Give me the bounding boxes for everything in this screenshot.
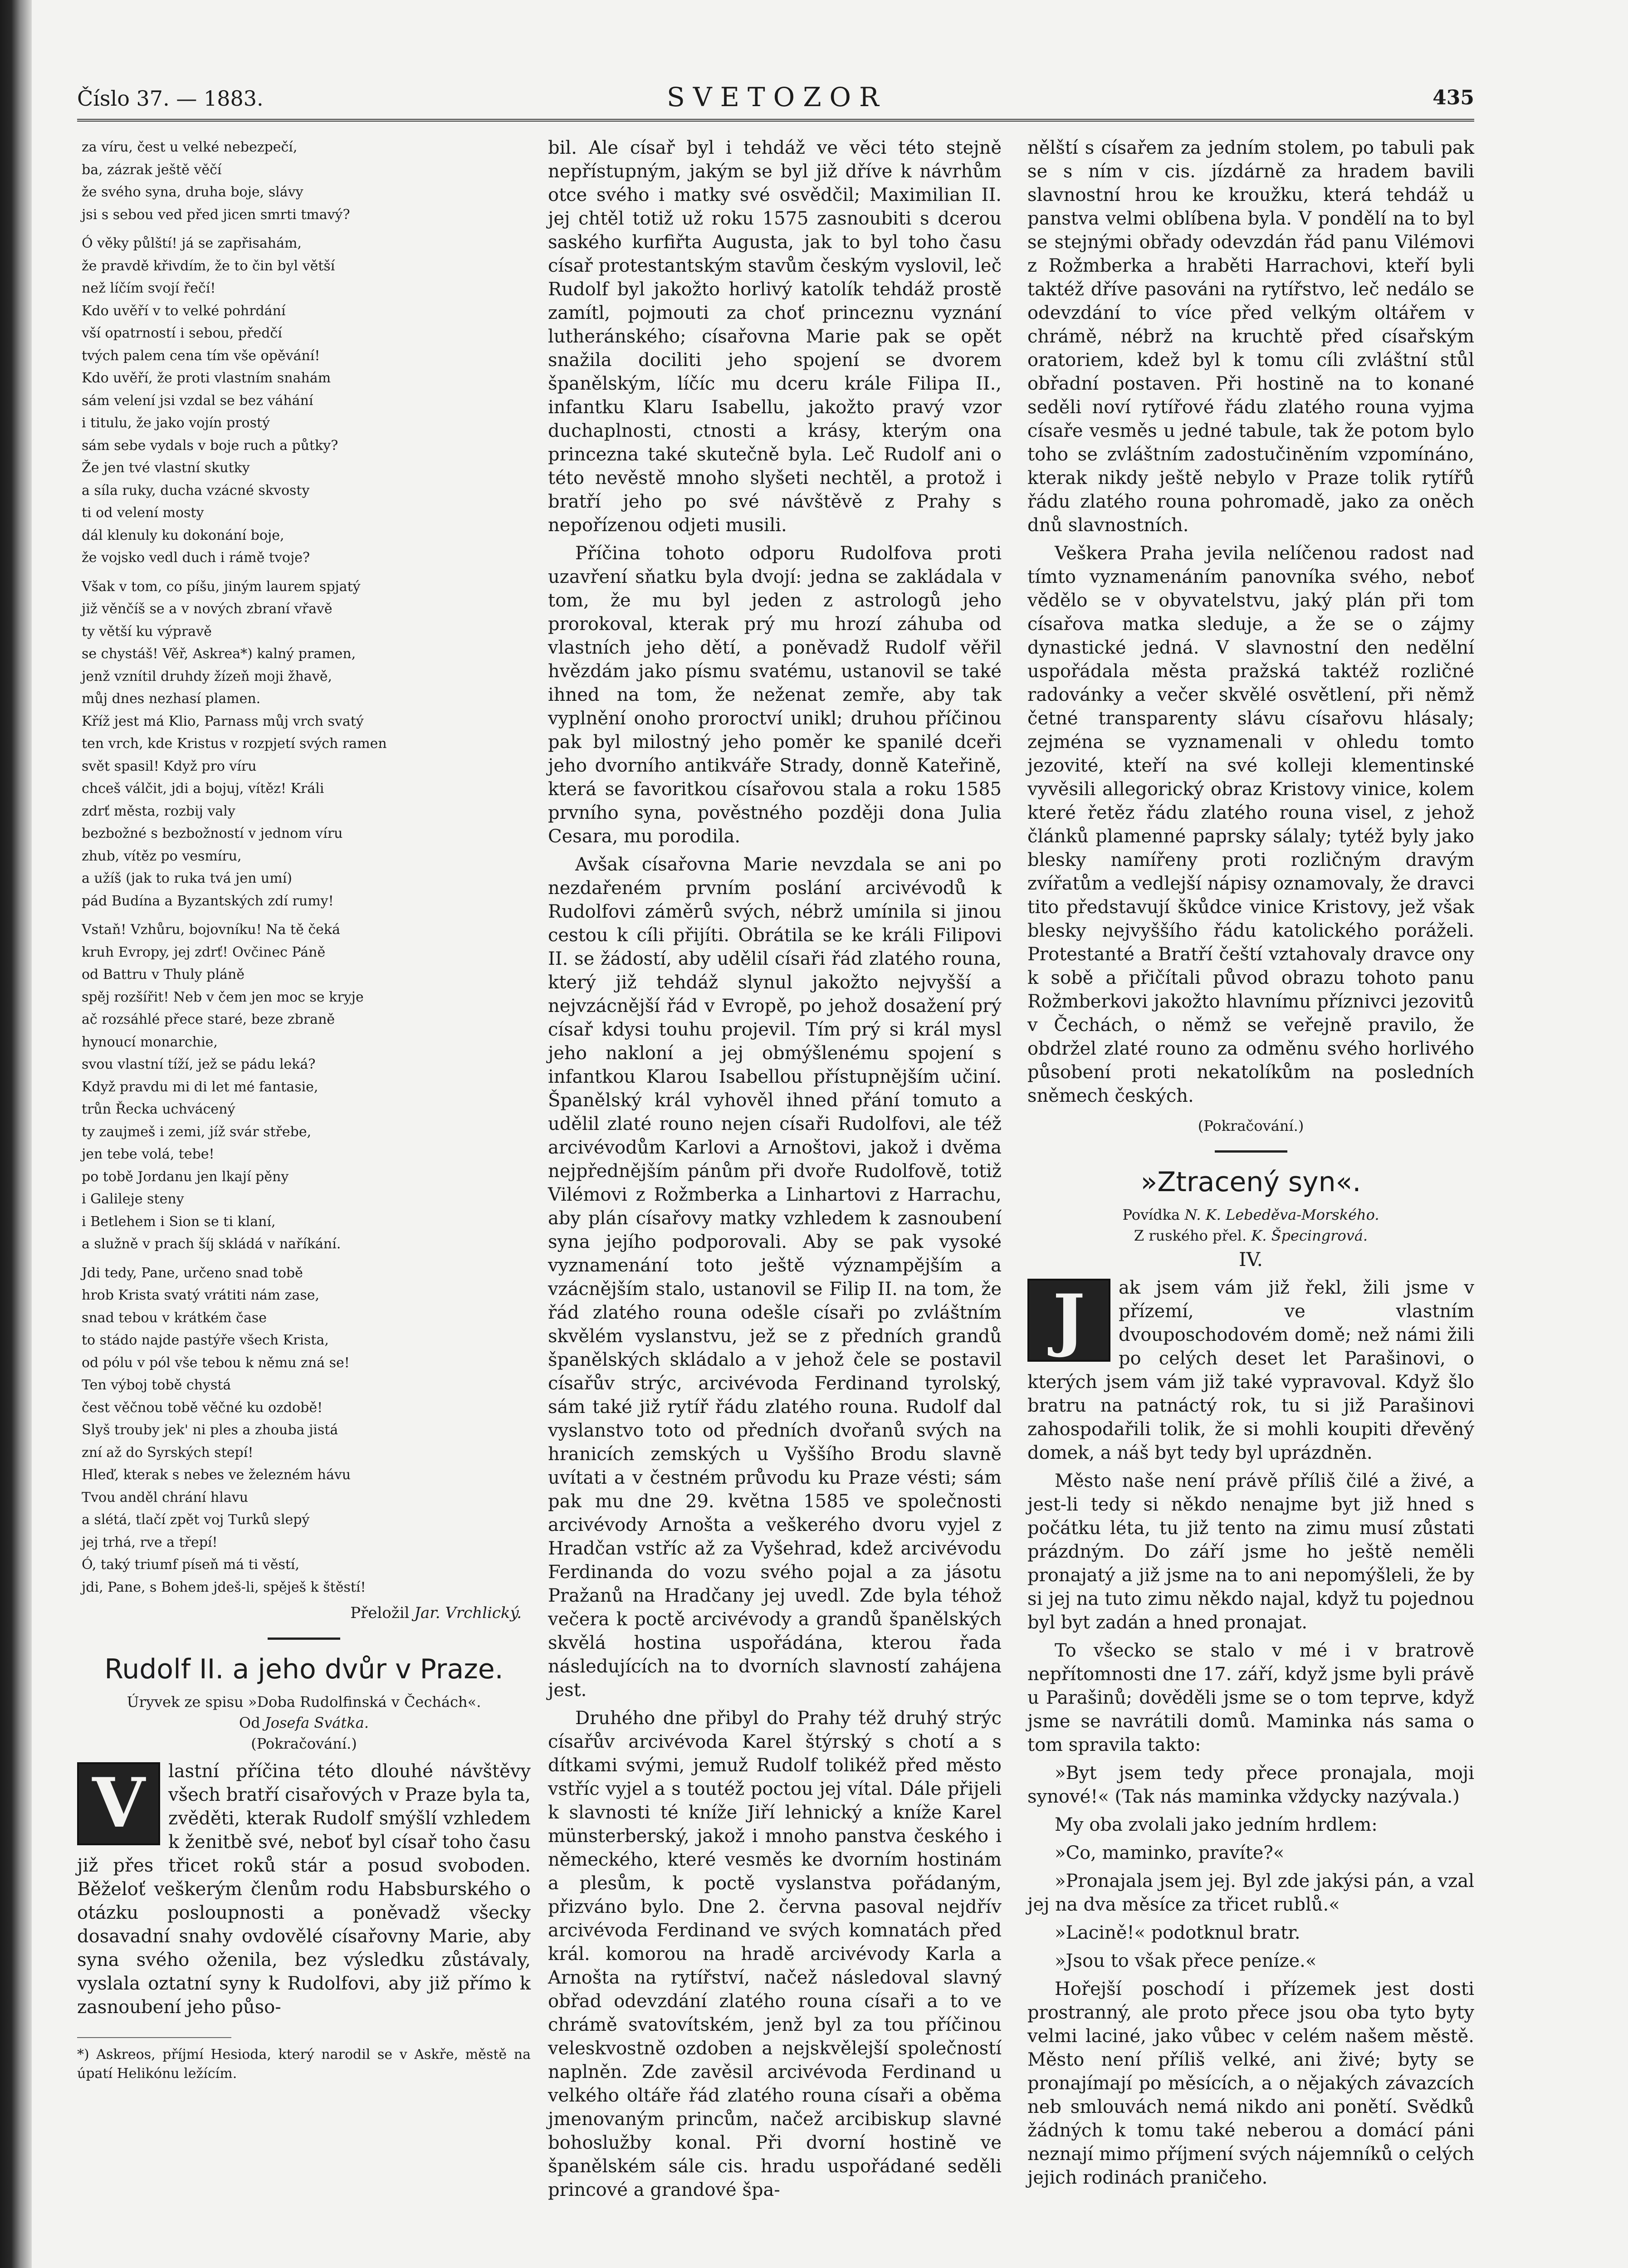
poem-line: spěj rozšířit! Neb v čem jen moc se kryje <box>82 989 364 1005</box>
separator-rule <box>268 1637 340 1640</box>
article-body-start <box>77 1760 531 2019</box>
poem-line: Kdo uvěří v to velké pohrdání <box>82 303 286 319</box>
journal-title: SVETOZOR <box>667 82 887 112</box>
poem-line: tvých palem cena tím vše opěvání! <box>82 347 320 364</box>
poem-line: Ó, taký triumf píseň má ti věstí, <box>82 1557 300 1573</box>
poem-line: od Battru v Thuly pláně <box>82 967 245 982</box>
poem-line: jej trhá, rve a třepí! <box>82 1534 218 1550</box>
column-3 <box>1027 136 1474 2194</box>
poem-line: hynoucí monarchie, <box>82 1034 218 1050</box>
story-paragraph: Město naše není právě příliš čilé a živé, a jest-li tedy si někdo nenajme byt již hned s počátku léta, tu již tento na zimu musí zůstati prázdným. Do září jsme ho ještě neměli pronajatý a již jsme na to ani nepomýšleli, že by si jej na tuto zimu někdo najal, když tu pojednou byl byt zadán a hned pronajat. <box>1027 1471 1474 1633</box>
poem-line: snad tebou v krátkém čase <box>82 1310 267 1326</box>
column-2 <box>548 136 1002 2206</box>
poem-line: Hleď, kterak s nebes ve železném hávu <box>82 1467 351 1483</box>
footnote-rule <box>77 2037 231 2045</box>
article-paragraph: Druhého dne přibyl do Prahy též druhý strýc císařův arcivévoda Karel štýrský s chotí a s dítkami svými, jemuž Rudolf tolikéž před město vstříc vyjel a s toutéž poctou jej vítal. Dále přijeli k slavnosti té kníže Jiří lehnický a kníže Karel münsterberský, jakož i mnoho panstva českého i německého, které vesměs ke dvorním hostinám a plesům, k poctě vyslanstva pořádaným, přizváno bylo. Dne 2. června pasoval nejdřív arcivévoda Ferdinand ve svých komnatách před král. komorou na hradě arcivévody Karla a Arnošta na rytířství, načež následoval slavný obřad odevzdání zlatého rouna císaři a to ve chrámě svatovítském, jenž byl za tou příčinou veleskvostně ozdoben a nejskvělejší společností naplněn. Zde zavěsil arcivévoda Ferdinand u velkého oltáře řád zlatého rouna císaři a oběma jmenovaným princům, načež arcibiskup slavné bohoslužby konal. Při dvorní hostině ve španělském sále cis. hradu uspořádané seděli princové a grandové špa- <box>548 1708 1002 2200</box>
poem-line: svou vlastní tíží, jež se pádu leká? <box>82 1056 316 1072</box>
story-translator-name: K. Špecingrová. <box>1251 1227 1368 1244</box>
story-paragraph: »Pronajala jsem jej. Byl zde jakýsi pán, a vzal jej na dva měsíce za třicet rublů.« <box>1027 1871 1474 1915</box>
article-paragraph: lastní příčina této dlouhé návštěvy všech bratří cisařových v Praze byla ta, zvěděti, kterak Rudolf smýšlí vzhledem k ženitbě své, neboť byl císař toho času již přes třicet roků stár a posud svoboden. Běželoť veškerým členům rodu Habsburského o otázku posloupnosti a poněvadž všecky dosavadní snahy ovdovělé císařovny Marie, aby syna svého oženila, bez výsledku zůstávaly, vyslala oztatní syny k Rudolfovi, aby již přímo k zasnoubení jeho půso- <box>77 1761 531 2018</box>
poem-line: ty zaujmeš i zemi, jíž svár střebe, <box>82 1124 312 1140</box>
poem-line: sám velení jsi vzdal se bez váhání <box>82 392 313 409</box>
article-byline <box>77 1712 531 1733</box>
story-paragraph: »Co, maminko, pravíte?« <box>1055 1843 1285 1863</box>
poem-line: Vstaň! Vzhůru, bojovníku! Na tě čeká <box>82 922 340 938</box>
poem-line: od pólu v pól vše tebou k němu zná se! <box>82 1354 350 1371</box>
story-paragraph: »Jsou to však přece peníze.« <box>1055 1950 1317 1971</box>
drop-cap-j: J <box>1027 1279 1110 1362</box>
story-paragraph: ak jsem vám již řekl, žili jsme v přízemí, ve vlastním dvouposchodovém domě; než námi žili po celých deset let Parašinovi, o kterých jsem vám již také vypravoval. Když šlo bratru na patnáctý rok, tu si již Parašinovi zahospodařili tolik, že si mohli koupiti dřevěný domek, a náš byt tedy byl uprázdněn. <box>1027 1277 1474 1463</box>
page-number: 435 <box>1432 86 1474 109</box>
poem-line: než líčím svojí řečí! <box>82 280 216 296</box>
story-body <box>1027 1276 1474 2190</box>
poem-line: vší opatrností i sebou, předčí <box>82 325 282 341</box>
poem-line: i Galileje steny <box>82 1191 184 1207</box>
poem-line: zdrť města, rozbij valy <box>82 803 235 819</box>
poem-line: za víru, čest u velké nebezpečí, <box>82 139 298 155</box>
poem-line: a síla ruky, ducha vzácné skvosty <box>82 482 310 499</box>
issue-number: Číslo 37. — 1883. <box>77 86 264 111</box>
poem-line: Slyš trouby jek' ni ples a zhouba jistá <box>82 1422 338 1438</box>
article-continuation <box>1027 136 1474 1108</box>
drop-cap-v: V <box>77 1762 160 1845</box>
author-prefix: Od <box>239 1714 260 1731</box>
poem-line: Kříž jest má Klio, Parnass můj vrch svatý <box>82 713 364 729</box>
poem-line: svět spasil! Když pro víru <box>82 758 257 774</box>
story-title: »Ztracený syn«. <box>1140 1166 1361 1198</box>
article-paragraph: Veškera Praha jevila nelíčenou radost nad tímto vyznamenáním panovníka svého, neboť vědělo se v obyvatelstvu, jaký plán při tom císařova matka sleduje, a že se o zájmy dynastické jedná. V slavnostní den nedělní uspořádala města pražská taktéž rozličné radovánky a večer skvělé osvětlení, při němž četné transparenty slávu císařovu hlásaly; zejména se vyznamenali v ohledu tomto jezovité, kteří na své kolleji klementinské vyvěsili allegorický obraz Kristovy vinice, kolem které řetěz řádu zlatého rouna visel, z jehož článků plamenné paprsky sálaly; tytéž byly jako blesky namířeny proti rozličným dravým zvířatům a vedlejší nápisy oznamovaly, že dravci tito představují škůdce vinice Kristovy, jež však blesky nejvyššího řádu katolického poráželi. Protestanté a Bratří čeští vztahovaly dravce ony k sobě a přičítali původ obrazu tohoto panu Rožmberkovi jakožto hlavnímu příznivci jezovitů v Čechách, o němž se veřejně pravilo, že obdržel zlaté rouno za odměnu svého horlivého působení proti nekatolíkům na posledních sněmech českých. <box>1027 543 1474 1106</box>
poem-line: Když pravdu mi di let mé fantasie, <box>82 1079 318 1095</box>
poem-line: Kdo uvěří, že proti vlastním snahám <box>82 370 331 386</box>
poem-line: jenž vznítil druhdy žízeň moji žhavě, <box>82 668 332 684</box>
poem-line: Tvou anděl chrání hlavu <box>82 1489 249 1505</box>
translator-prefix: Přeložil <box>350 1604 410 1622</box>
article-paragraph: nělští s císařem za jedním stolem, po tabuli pak se s ním v cis. jízdárně za hradem bavili slavnostní hrou ke kroužku, která tehdáž u panstva velmi oblíbena byla. V pondělí na to byl se stejnými obřady odevzdán řád panu Vilémovi z Rožmberka a hraběti Harrachovi, kteří byli taktéž dříve pasováni na rytířstvo, leč nedálo se odevzdání to více před velkým oltářem v chrámě, nébrž na kruchtě před císařským oratoriem, kdež byl k tomu cíli zvláštní stůl obřadní postaven. Při hostině na to konané seděli noví rytířové řádu zlatého rouna vyjma císaře vesměs u jedné tabule, tak že potom bylo toho se zvláštním zadostučiněním vzpomínáno, kterak nikdy ještě nebylo v Praze tolik rytířů řádu zlatého rouna pohromadě, jako za oněch dnů slavnostních. <box>1027 137 1474 536</box>
poem-line: že svého syna, druha boje, slávy <box>82 184 303 200</box>
translation-prefix: Z ruského přel. <box>1134 1227 1247 1244</box>
column-1 <box>77 136 531 2083</box>
story-paragraph: »Lacině!« podotknul bratr. <box>1055 1922 1300 1943</box>
poem-line: ten vrch, kde Kristus v rozpjetí svých ramen <box>82 736 387 752</box>
story-byline <box>1027 1204 1474 1225</box>
poem-signature <box>77 1601 522 1625</box>
poem-line: a služně v prach šíj skládá v naříkání. <box>82 1236 341 1252</box>
story-paragraph: Hořejší poschodí i přízemek jest dosti prostranný, ale proto přece jsou oba tyto byty velmi laciné, jako vůbec v celém našem městě. Město není příliš velké, ani živé; byty se pronajímají po měsících, a o nějakých závazcích neb smlouvách nemá nikdo ani ponětí. Svědků žádných k tomu také neberou a domácí páni neznají mimo příjmení svých nájemníků o celých jejich rodinách praničeho. <box>1027 1979 1474 2188</box>
story-translator <box>1027 1225 1474 1246</box>
poem-line: i titulu, že jako vojín prostý <box>82 415 270 431</box>
poem-line: zhub, vítěz po vesmíru, <box>82 848 242 864</box>
poem-line: Ten výboj tobě chystá <box>82 1377 231 1393</box>
poem-line: sám sebe vydals v boje ruch a půtky? <box>82 437 338 454</box>
footnote: *) Askreos, příjmí Hesioda, který narodil se v Askře, městě na úpatí Helikónu ležícím. <box>77 2047 531 2082</box>
story-prefix: Povídka <box>1122 1206 1180 1223</box>
author-name: Josefa Svátka. <box>264 1714 369 1731</box>
poem-line: ty větší ku výpravě <box>82 623 212 640</box>
header-rule <box>77 119 1474 122</box>
poem <box>77 136 526 1598</box>
continued-note: (Pokračování.) <box>251 1735 357 1752</box>
poem-line: pád Budína a Byzantských zdí rumy! <box>82 893 334 909</box>
article-paragraph: bil. Ale císař byl i tehdáž ve věci této stejně nepřístupným, jakým se byl již dříve k návrhům otce svého i matky své osvědčil; Maximilian II. jej chtěl totiž už roku 1575 zasnoubiti s dcerou saského kurfiřta Augusta, jak to byl toho času císař protestantským stavům českým vyslovil, leč Rudolf byl jakožto horlivý katolík tehdáž prostě zamítl, pojmouti za choť princeznu vyznání lutheránského; císařovna Marie pak se opět snažila dociliti jeho spojení se dvorem španělským, líčíc mu dceru krále Filipa II., infantku Klaru Isabellu, jakožto pravý vzor duchaplnosti, ctnosti a krásy, kterým ona princezna také skutečně byla. Leč Rudolf ani o této nevěstě mnoho slyšeti nechtěl, a protož i bratří jeho po své návštěvě z Prahy s nepořízenou odjeti musili. <box>548 137 1002 536</box>
article-paragraph: Avšak císařovna Marie nevzdala se ani po nezdařeném prvním poslání arcivévodů k Rudolfovi záměrů svých, nébrž umínila si jinou cestou k cíli přijíti. Obrátila se ke králi Filipovi II. se žádostí, aby udělil císaři řád zlatého rouna, který již tehdáž slynul jakožto nejvyšší a nejvzácnější řád v Evropě, po jehož dosažení prý císař kdysi touhu projevil. Tím prý si král mysl jeho nakloní a jej obmýšlenému spojení s infantkou Klarou Isabellou přístupnějším učiní. Španělský král vyhověl ihned přání tomuto a udělil zlaté rouno nejen císaři Rudolfovi, ale též arcivévodům Karlovi a Arnoštovi, jakož i dvěma nejpřednějším pánům při dvoře Rudolfově, totiž Vilémovi z Rožmberka a Linhartovi z Harrachu, aby plán císařovy matky vzhledem k zasnoubení syna jejího podporovali. Aby se pak vysoké vyznamenání toto ještě význampějším a vzácnějším stalo, ustanovil se Filip II. na tom, že řád zlatého rouna odešle císaři po zvláštním skvělém vyslanstvu, jež se z předních grandů španělských skládalo a v jehož čele se postavil císařův strýc, arcivévoda Ferdinand tyrolský, sám také již rytíř řádu zlatého rouna. Rudolf dal vyslanstvo toto od předních dvořanů svých na hranicích zemských u Vyššího Brodu slavně uvítati a v čestném průvodu ku Praze vésti; sám pak mu dne 29. května 1585 ve společnosti arcivévody Arnošta a veškerého dvoru vyjel z Hradčan vstříc až za Vyšehrad, kdež arcivévodu Ferdinanda do vozu svého pojal a za jásotu Pražanů na Hradčany jej uvedl. Zde byla téhož večera k poctě arcivévody a grandů španělských skvělá hostina uspořádána, kterou řada následujících na to dvorních slavností zahájena jest. <box>548 854 1002 1701</box>
stanza-gap <box>82 1256 526 1262</box>
poem-line: chceš válčit, jdi a bojuj, vítěz! Králi <box>82 781 324 797</box>
poem-line: ač rozsáhlé přece staré, beze zbraně <box>82 1012 335 1027</box>
story-paragraph: My oba zvolali jako jedním hrdlem: <box>1055 1814 1378 1835</box>
article-title: Rudolf II. a jeho dvůr v Praze. <box>104 1653 504 1685</box>
story-paragraph: »Byt jsem tedy přece pronajala, moji synové!« (Tak nás maminka vždycky nazývala.) <box>1027 1763 1474 1807</box>
poem-line: po tobě Jordanu jen lkají pěny <box>82 1168 289 1185</box>
story-author: N. K. Lebeděva-Morského. <box>1184 1206 1379 1223</box>
poem-line: můj dnes nezhasí plamen. <box>82 691 261 707</box>
poem-line: zní až do Syrských stepí! <box>82 1444 254 1461</box>
poem-line: že vojsko vedl duch i rámě tvoje? <box>82 550 310 566</box>
poem-line: hrob Krista svatý vrátiti nám zase, <box>82 1287 320 1303</box>
poem-line: bezbožné s bezbožností v jednom víru <box>82 826 343 841</box>
poem-line: ti od velení mosty <box>82 505 204 521</box>
translator-name: Jar. Vrchlický. <box>414 1604 522 1622</box>
poem-line: jen tebe volá, tebe! <box>82 1146 215 1162</box>
poem-line: i Betlehem i Sion se ti klaní, <box>82 1213 276 1230</box>
stanza-gap <box>82 226 526 232</box>
poem-line: již věnčíš se a v nových zbraní vřavě <box>82 601 332 617</box>
story-paragraph: To všecko se stalo v mé i v bratrově nepřítomnosti dne 17. září, když jsme byli právě u Parašinů; dověděli jsme se o tom teprve, když jsme se navrátili domů. Maminka nás sama o tom spravila takto: <box>1027 1640 1474 1755</box>
poem-line: dál klenuly ku dokonání boje, <box>82 527 284 543</box>
poem-line: kruh Evropy, jej zdrť! Ovčinec Páně <box>82 944 326 960</box>
poem-line: trůn Řecka uchvácený <box>82 1101 235 1117</box>
poem-line: Ó věky půlští! já se zapřisahám, <box>82 235 302 251</box>
poem-line: jdi, Pane, s Bohem jdeš-li, spěješ k štěstí! <box>82 1579 366 1595</box>
poem-line: a užíš (jak to ruka tvá jen umí) <box>82 870 293 886</box>
poem-line: čest věčnou tobě věčné ku ozdobě! <box>82 1399 323 1416</box>
poem-line: jsi s sebou ved před jicen smrti tmavý? <box>82 206 350 223</box>
poem-line: to stádo najde pastýře všech Krista, <box>82 1332 329 1348</box>
continued-note-end: (Pokračování.) <box>1198 1117 1304 1134</box>
poem-line: ba, zázrak ještě věčí <box>82 161 222 178</box>
poem-line: Však v tom, co píšu, jiným laurem spjatý <box>82 578 361 595</box>
stanza-gap <box>82 569 526 576</box>
poem-line: se chystáš! Věř, Askrea*) kalný pramen, <box>82 646 356 662</box>
stanza-gap <box>82 912 526 919</box>
chapter-number: IV. <box>1239 1248 1263 1271</box>
poem-line: Jdi tedy, Pane, určeno snad tobě <box>82 1265 303 1281</box>
book-spine-shadow <box>0 0 32 2268</box>
poem-line: že pravdě křivdím, že to čin byl větší <box>82 258 335 274</box>
article-paragraph: Příčina tohoto odporu Rudolfova proti uzavření sňatku byla dvojí: jedna se zakládala v tom, že mu byl jeden z astrologů jeho prorokoval, kterak prý mu hrozí záhuba od vlastních jeho dětí, a poněvadž Rudolf věřil hvězdám jako písmu svatému, ustanovil se také ihned na tom, že neženat zemře, aby tak vyplnění onoho proroctví unikl; druhou příčinou pak byl milostný jeho poměr ke spanilé dceři jeho dvorního antikváře Strady, donně Kateřině, která se favoritkou císařovou stala a roku 1585 prvního syna, pověstného později dona Julia Cesara, mu porodila. <box>548 543 1002 847</box>
separator-rule <box>1215 1150 1287 1153</box>
poem-line: a slétá, tlačí zpět voj Turků slepý <box>82 1512 310 1528</box>
article-source: Úryvek ze spisu »Doba Rudolfinská v Čechách«. <box>127 1693 481 1711</box>
poem-line: Že jen tvé vlastní skutky <box>82 460 250 476</box>
